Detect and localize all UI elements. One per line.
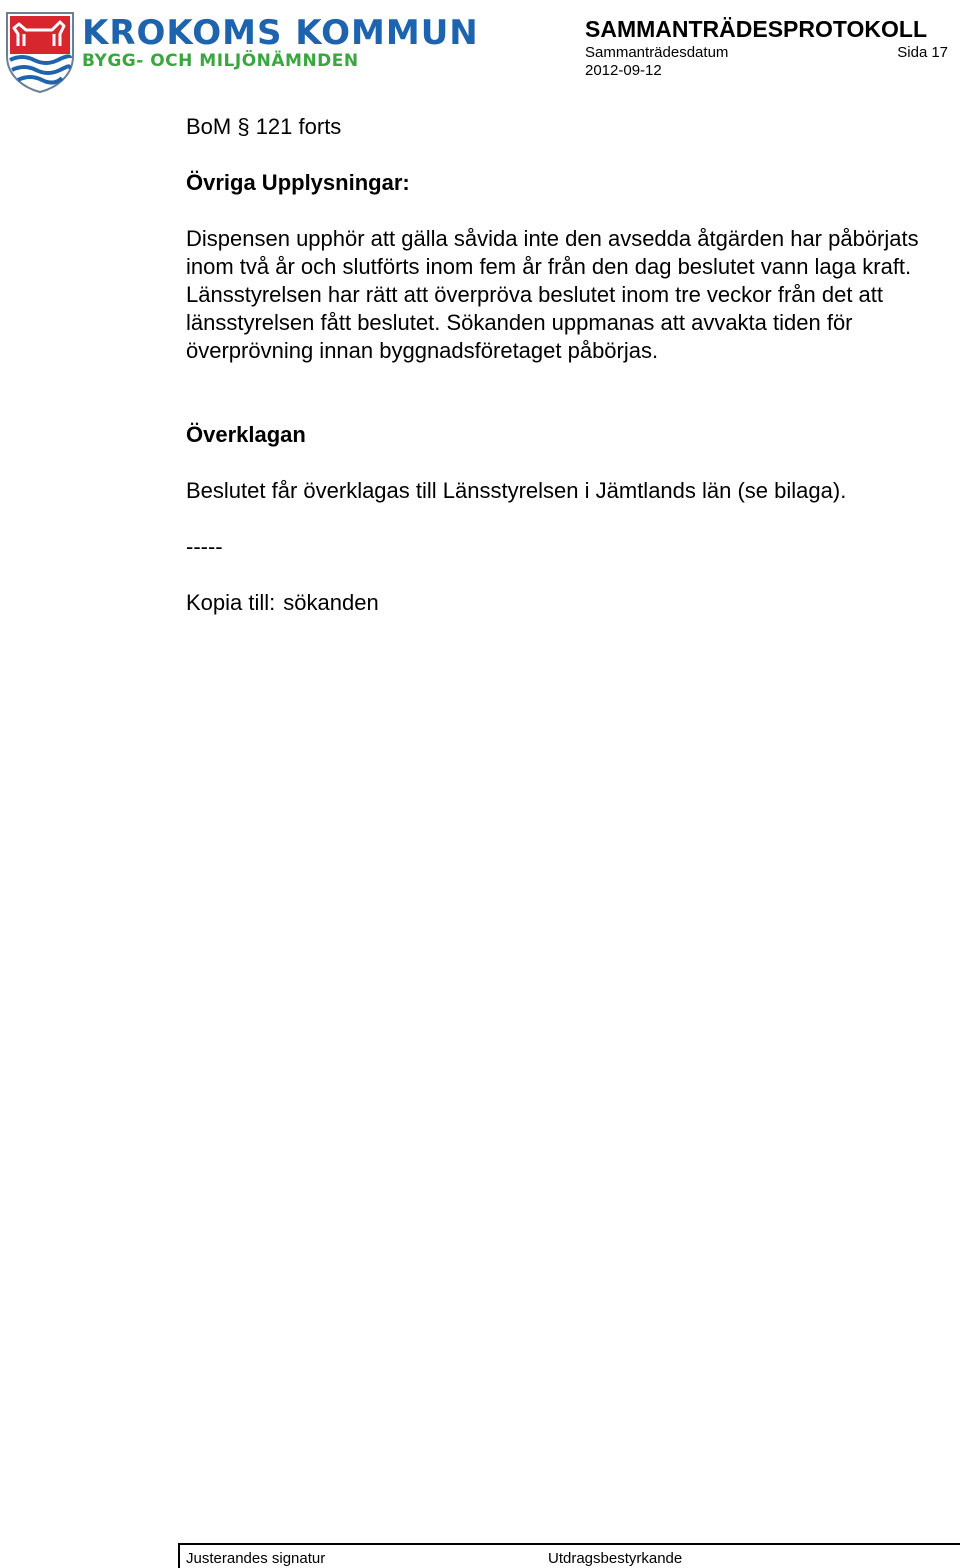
page-label: Sida (897, 44, 928, 61)
meeting-date: 2012-09-12 (585, 62, 662, 79)
copy-label: Kopia till: (186, 590, 276, 615)
section-separator: ----- (186, 534, 223, 559)
info-heading: Övriga Upplysningar: (186, 170, 410, 195)
municipality-crest-icon (4, 10, 76, 94)
protocol-title: SAMMANTRÄDESPROTOKOLL (585, 16, 928, 42)
info-paragraph: Dispensen upphör att gälla såvida inte den avsedda åtgärden har påbörjats inom två år och slutförts inom fem år från den dag beslutet vann laga kraft. Länsstyrelsen har rätt att överpröva beslutet inom tre veckor från det att länsstyrelsen fått beslutet. Sökanden uppmanas att avvakta tiden för överprövning innan byggnadsföretaget påbörjas. (186, 226, 919, 363)
document-header (0, 0, 960, 100)
signature-footer (178, 1543, 960, 1568)
document-body (186, 113, 936, 617)
appeal-heading: Överklagan (186, 422, 306, 447)
case-reference: BoM § 121 forts (186, 114, 342, 139)
appeal-paragraph: Beslutet får överklagas till Länsstyrelsen i Jämtlands län (se bilaga). (186, 478, 847, 503)
copy-to-line (186, 589, 936, 617)
extract-certification-label: Utdragsbestyrkande (548, 1550, 683, 1567)
signature-label: Justerandes signatur (186, 1550, 326, 1567)
department-name: BYGG- OCH MILJÖNÄMNDEN (82, 51, 359, 71)
meeting-date-label: Sammanträdesdatum (585, 44, 729, 61)
municipality-name: KROKOMS KOMMUN (82, 13, 479, 53)
copy-recipient: sökanden (283, 590, 379, 615)
page-number: 17 (931, 44, 948, 61)
page-indicator (897, 44, 948, 62)
